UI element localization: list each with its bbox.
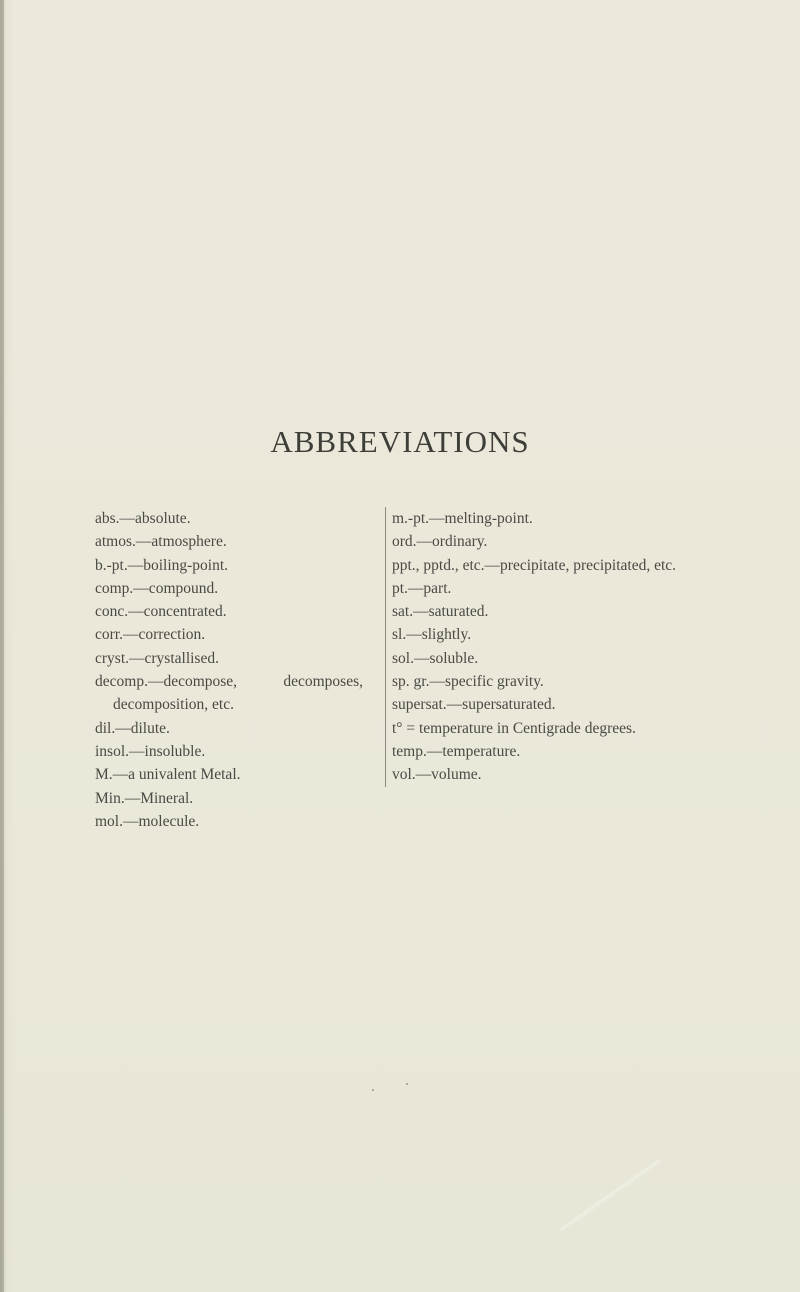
abbreviations-left-column xyxy=(95,507,363,833)
abbreviation-entry: mol.—molecule. xyxy=(95,812,200,830)
abbreviation-entry: ppt., pptd., etc.—precipitate, precipitated, etc. xyxy=(392,556,677,574)
abbreviation-entry: sl.—slightly. xyxy=(392,626,472,644)
abbreviation-entry: dil.—dilute. xyxy=(95,719,170,737)
abbreviation-entry: Min.—Mineral. xyxy=(95,789,194,807)
page-title: ABBREVIATIONS xyxy=(270,424,530,459)
abbreviations-right-column xyxy=(385,507,708,787)
paper-specks xyxy=(372,1083,412,1093)
speck-mark xyxy=(406,1083,408,1085)
abbreviation-entry: M.—a univalent Metal. xyxy=(95,766,241,784)
abbreviation-entry: ord.—ordinary. xyxy=(392,533,488,551)
abbreviation-entry: vol.—volume. xyxy=(392,766,482,784)
abbreviation-entry: corr.—correction. xyxy=(95,626,206,644)
abbreviation-entry: conc.—concentrated. xyxy=(95,603,227,621)
abbreviation-entry: temp.—temperature. xyxy=(392,742,521,760)
page-edge-shadow xyxy=(0,0,4,1292)
abbreviation-entry: sol.—soluble. xyxy=(392,649,479,667)
speck-mark xyxy=(372,1089,374,1091)
abbreviation-entry: cryst.—crystallised. xyxy=(95,649,219,667)
abbreviation-entry: sp. gr.—specific gravity. xyxy=(392,673,544,691)
abbreviation-entry: sat.—saturated. xyxy=(392,603,489,621)
abbreviation-entry: supersat.—supersaturated. xyxy=(392,696,556,714)
paper-fold-mark xyxy=(560,1160,660,1230)
abbreviation-entry: pt.—part. xyxy=(392,579,452,597)
abbreviation-entry: t° = temperature in Centigrade degrees. xyxy=(392,719,636,737)
abbreviation-entry: insol.—insoluble. xyxy=(95,742,206,760)
abbreviation-entry: abs.—absolute. xyxy=(95,510,191,527)
abbreviation-entry: m.-pt.—melting-point. xyxy=(392,510,533,527)
abbreviation-entry: b.-pt.—boiling-point. xyxy=(95,556,229,574)
abbreviation-entry: atmos.—atmosphere. xyxy=(95,533,227,551)
abbreviation-entry: comp.—compound. xyxy=(95,579,219,597)
abbreviation-entry: decomp.—decompose, decomposes, decomposition, etc. xyxy=(95,673,363,714)
